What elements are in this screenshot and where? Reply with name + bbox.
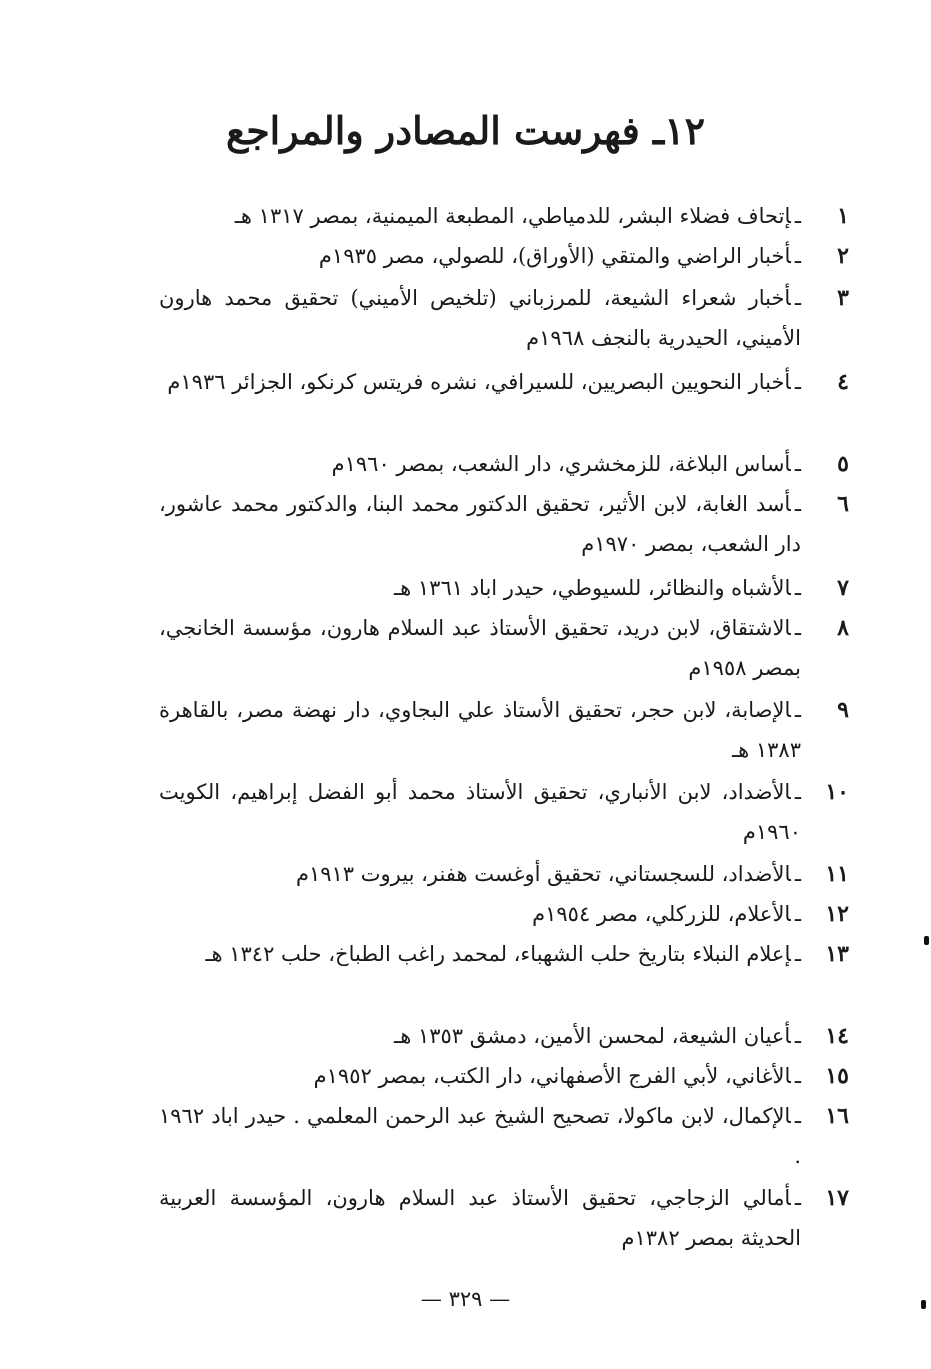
reference-number: ١٣ bbox=[825, 941, 849, 967]
reference-text: ـأخبار النحويين البصريين، للسيرافي، نشره فريتس كرنكو، الجزائر ١٩٣٦م bbox=[167, 370, 801, 394]
reference-item bbox=[159, 608, 849, 688]
reference-text: ـالإصابة، لابن حجر، تحقيق الأستاذ علي البجاوي، دار نهضة مصر، بالقاهرة ١٣٨٣ هـ bbox=[159, 698, 801, 762]
reference-item bbox=[159, 690, 849, 770]
reference-item bbox=[159, 236, 849, 276]
reference-number: ١٠ bbox=[825, 779, 849, 805]
reference-text: ـالأغاني، لأبي الفرج الأصفهاني، دار الكتب، بمصر ١٩٥٢م bbox=[313, 1064, 801, 1088]
reference-text: ـأخبار الراضي والمتقي (الأوراق)، للصولي، مصر ١٩٣٥م bbox=[318, 244, 801, 268]
reference-item bbox=[159, 772, 849, 852]
reference-number: ٦ bbox=[837, 491, 849, 517]
reference-number: ١ bbox=[837, 203, 849, 229]
reference-item bbox=[159, 1178, 849, 1258]
page-title: ١٢ـ فهرست المصادر والمراجع bbox=[225, 108, 706, 153]
reference-item bbox=[159, 196, 849, 236]
scan-mark bbox=[924, 936, 929, 945]
reference-text: ـالاشتقاق، لابن دريد، تحقيق الأستاذ عبد السلام هارون، مؤسسة الخانجي، بمصر ١٩٥٨م bbox=[159, 616, 801, 680]
reference-number: ١٦ bbox=[825, 1103, 849, 1129]
reference-number: ٧ bbox=[837, 575, 849, 601]
reference-text: ـالأشباه والنظائر، للسيوطي، حيدر اباد ١٣٦١ هـ bbox=[394, 576, 801, 600]
reference-text: ـالأضداد، لابن الأنباري، تحقيق الأستاذ محمد أبو الفضل إبراهيم، الكويت ١٩٦٠م bbox=[159, 780, 801, 844]
reference-text: ـأمالي الزجاجي، تحقيق الأستاذ عبد السلام هارون، المؤسسة العربية الحديثة بمصر ١٣٨٢م bbox=[159, 1186, 801, 1250]
reference-text: ـإتحاف فضلاء البشر، للدمياطي، المطبعة الميمنية، بمصر ١٣١٧ هـ bbox=[234, 204, 801, 228]
page-number: — ٣٢٩ — bbox=[420, 1287, 511, 1311]
reference-item bbox=[159, 1056, 849, 1096]
reference-text: ـأسد الغابة، لابن الأثير، تحقيق الدكتور محمد البنا، والدكتور محمد عاشور، دار الشعب، بمصر ١٩٧٠م bbox=[159, 492, 801, 556]
scan-mark bbox=[921, 1300, 926, 1309]
reference-text: ـأخبار شعراء الشيعة، للمرزباني (تلخيص الأميني) تحقيق محمد هارون الأميني، الحيدرية بالنجف ١٩٦٨م bbox=[159, 286, 801, 350]
reference-item bbox=[159, 444, 849, 484]
reference-text: ـأساس البلاغة، للزمخشري، دار الشعب، بمصر ١٩٦٠م bbox=[331, 452, 801, 476]
reference-text: ـأعيان الشيعة، لمحسن الأمين، دمشق ١٣٥٣ هـ bbox=[394, 1024, 801, 1048]
reference-number: ٨ bbox=[837, 615, 849, 641]
reference-item bbox=[159, 484, 849, 564]
reference-number: ١٤ bbox=[825, 1023, 849, 1049]
reference-number: ٩ bbox=[837, 697, 849, 723]
reference-number: ٣ bbox=[837, 285, 849, 311]
reference-item bbox=[159, 278, 849, 358]
reference-item bbox=[159, 1096, 849, 1176]
reference-item bbox=[159, 934, 849, 974]
reference-number: ١١ bbox=[825, 861, 849, 887]
reference-text: ـالأعلام، للزركلي، مصر ١٩٥٤م bbox=[532, 902, 801, 926]
reference-text: ـإعلام النبلاء بتاريخ حلب الشهباء، لمحمد راغب الطباخ، حلب ١٣٤٢ هـ bbox=[205, 942, 801, 966]
reference-number: ١٧ bbox=[825, 1185, 849, 1211]
reference-text: ـالإكمال، لابن ماكولا، تصحيح الشيخ عبد الرحمن المعلمي . حيدر اباد ١٩٦٢ . bbox=[159, 1104, 801, 1168]
reference-number: ٢ bbox=[837, 243, 849, 269]
reference-item bbox=[159, 362, 849, 402]
reference-text: ـالأضداد، للسجستاني، تحقيق أوغست هفنر، بيروت ١٩١٣م bbox=[295, 862, 801, 886]
reference-number: ٤ bbox=[837, 369, 849, 395]
reference-number: ١٥ bbox=[825, 1063, 849, 1089]
reference-item bbox=[159, 1016, 849, 1056]
reference-number: ١٢ bbox=[825, 901, 849, 927]
reference-item bbox=[159, 854, 849, 894]
reference-number: ٥ bbox=[837, 451, 849, 477]
reference-item bbox=[159, 894, 849, 934]
reference-item bbox=[159, 568, 849, 608]
